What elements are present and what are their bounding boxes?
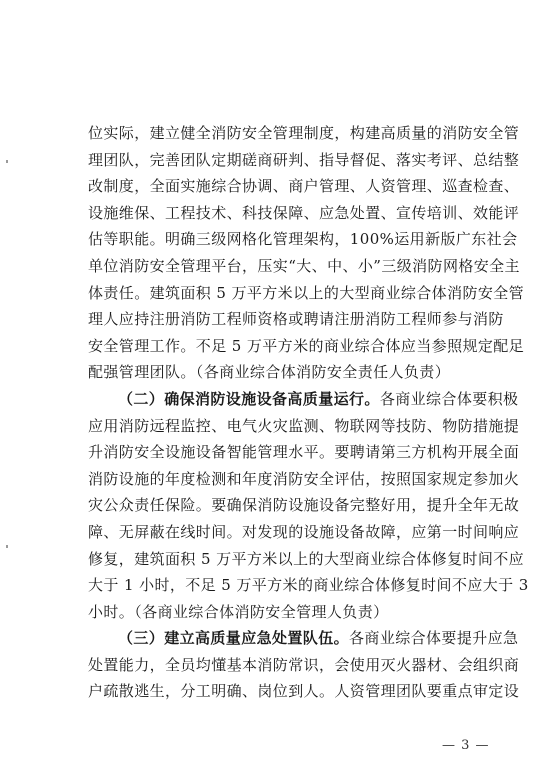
text-line: 消防设施的年度检测和年度消防安全评估，按照国家规定参加火 (88, 469, 520, 488)
margin-mark (6, 545, 8, 548)
text-line: 体责任。建筑面积 5 万平方米以上的大型商业综合体消防安全管 (88, 283, 525, 302)
text-line: 改制度，全面实施综合协调、商户管理、人资管理、巡查检查、 (88, 177, 520, 196)
text-line: 小时。（各商业综合体消防安全管理人负责） (88, 602, 389, 621)
section-heading-2: （二）确保消防设施设备高质量运行。 (118, 389, 380, 408)
text-line: 设施维保、工程技术、科技保障、应急处置、宣传培训、效能评 (88, 203, 520, 222)
text-line: 修复，建筑面积 5 万平方米以上的大型商业综合体修复时间不应 (88, 549, 525, 568)
section-heading-line (88, 386, 519, 413)
text-line: 户疏散逃生，分工明确、岗位到人。人资管理团队要重点审定设 (88, 682, 520, 701)
text-line: 灾公众责任保险。要确保消防设施设备完整好用，提升全年无故 (88, 496, 520, 515)
section-text: 各商业综合体要提升应急 (349, 629, 519, 648)
text-line: 处置能力，全员均懂基本消防常识，会使用灭火器材、会组织商 (88, 655, 520, 674)
text-line: 理团队，完善团队定期磋商研判、指导督促、落实考评、总结整 (88, 150, 520, 169)
text-line: 安全管理工作。不足 5 万平方米的商业综合体应当参照规定配足 (88, 336, 525, 355)
margin-mark (6, 160, 8, 163)
text-line: 配强管理团队。（各商业综合体消防安全责任人负责） (88, 363, 451, 382)
section-heading-3: （三）建立高质量应急处置队伍。 (118, 629, 350, 648)
text-line: 理人应持注册消防工程师资格或聘请注册消防工程师参与消防 (88, 310, 504, 329)
text-line: 估等职能。明确三级网格化管理架构，100%运用新版广东社会 (88, 230, 518, 249)
text-line: 位实际，建立健全消防安全管理制度，构建高质量的消防安全管 (88, 124, 520, 142)
text-line: 障、无屏蔽在线时间。对发现的设施设备故障，应第一时间响应 (88, 522, 520, 541)
text-line: 升消防安全设施设备智能管理水平。要聘请第三方机构开展全面 (88, 443, 520, 462)
section-heading-line (88, 625, 519, 652)
section-text: 各商业综合体要积极 (379, 389, 519, 408)
text-line: 应用消防远程监控、电气火灾监测、物联网等技防、物防措施提 (88, 416, 520, 435)
page-number: — 3 — (442, 738, 490, 753)
text-line: 单位消防安全管理平台，压实“大、中、小”三级消防网格安全主 (88, 256, 520, 275)
text-line: 大于 1 小时，不足 5 万平方米的商业综合体修复时间不应大于 3 (88, 576, 529, 595)
body-text (88, 120, 529, 705)
